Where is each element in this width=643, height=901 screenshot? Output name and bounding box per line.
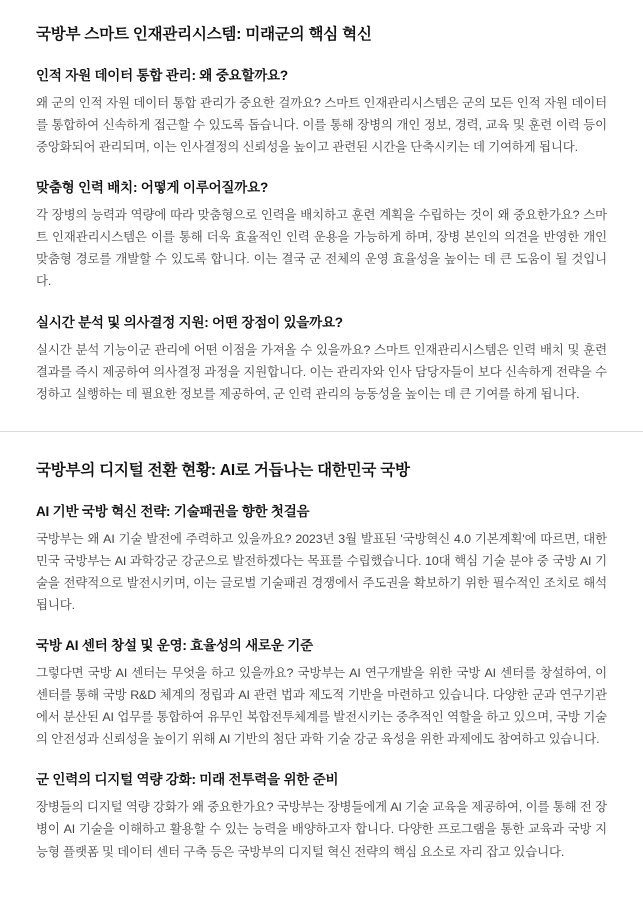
section-body: 왜 군의 인적 자원 데이터 통합 관리가 중요한 걸까요? 스마트 인재관리시스템은 군의 모든 인적 자원 데이터를 통합하여 신속하게 접근할 수 있도록 돕습니다. 이를 통해 장병의 개인 정보, 경력, 교육 및 훈련 이력 등이 중앙화되어 관리되며, 이는 인사결정의 신뢰성을 높이고 관련된 시간을 단축시키는 데 기여하게 됩니다. — [36, 96, 607, 155]
section-heading: 국방 AI 센터 창설 및 운영: 효율성의 새로운 기준 — [36, 638, 313, 654]
article-section — [36, 500, 607, 616]
article-title: 국방부의 디지털 전환 현황: AI로 거듭나는 대한민국 국방 — [36, 461, 410, 479]
article-digital-transformation — [0, 458, 643, 895]
section-heading: AI 기반 국방 혁신 전략: 기술패권을 향한 첫걸음 — [36, 503, 310, 519]
article-section — [36, 176, 607, 292]
section-body: 실시간 분석 기능이군 관리에 어떤 이점을 가져올 수 있을까요? 스마트 인재관리시스템은 인력 배치 및 훈련 결과를 즉시 제공하여 의사결정 과정을 지원합니다. 이는 관리자와 인사 담당자들이 보다 신속하게 전략을 수정하고 실행하는 데 필요한 정보를 제공하여, 군 인력 관리의 능동성을 높이는 데 큰 기여를 하게 됩니다. — [36, 342, 607, 401]
section-body: 국방부는 왜 AI 기술 발전에 주력하고 있을까요? 2023년 3월 발표된 '국방혁신 4.0 기본계획'에 따르면, 대한민국 국방부는 AI 과학강군 강군으로 발전하겠다는 목표를 수립했습니다. 10대 핵심 기술 분야 중 국방 AI 기술을 전략적으로 발전시키며, 이는 글로벌 기술패권 경쟁에서 주도권을 확보하기 위한 필수적인 조치로 해석됩니다. — [36, 531, 607, 613]
article-divider — [0, 431, 643, 432]
article-smart-talent-management — [0, 0, 643, 405]
article-section — [36, 768, 607, 862]
section-heading: 실시간 분석 및 의사결정 지원: 어떤 장점이 있을까요? — [36, 314, 343, 330]
section-heading: 인적 자원 데이터 통합 관리: 왜 중요할까요? — [36, 68, 288, 83]
section-body: 그렇다면 국방 AI 센터는 무엇을 하고 있을까요? 국방부는 AI 연구개발을 위한 국방 AI 센터를 창설하여, 이 센터를 통해 국방 R&D 체계의 정립과 AI 관련 법과 제도적 기반을 마련하고 있습니다. 다양한 군과 연구기관에서 분산된 AI 업무를 통합하여 유무인 복합전투체계를 발전시키는 중추적인 역할을 하고 있으며, 국방 기술의 안전성과 신뢰성을 높이기 위해 AI 기반의 첨단 과학 기술 강군 육성을 위한 과제에도 참여하고 있습니다. — [36, 666, 607, 747]
section-body: 각 장병의 능력과 역량에 따라 맞춤형으로 인력을 배치하고 훈련 계획을 수립하는 것이 왜 중요한가요? 스마트 인재관리시스템은 이를 통해 더욱 효율적인 인력 운용을 가능하게 하며, 장병 본인의 의견을 반영한 개인 맞춤형 경로를 개발할 수 있도록 합니다. 이는 결국 군 전체의 운영 효율성을 높이는 데 큰 도움이 될 것입니다. — [36, 208, 607, 289]
section-heading: 맞춤형 인력 배치: 어떻게 이루어질까요? — [36, 180, 269, 196]
section-heading: 군 인력의 디지털 역량 강화: 미래 전투력을 위한 준비 — [36, 772, 339, 788]
article-section — [36, 311, 607, 405]
article-section — [36, 64, 607, 158]
article-title: 국방부 스마트 인재관리시스템: 미래군의 핵심 혁신 — [36, 26, 372, 43]
article-section — [36, 634, 607, 750]
bottom-spacer — [36, 881, 607, 895]
section-body: 장병들의 디지털 역량 강화가 왜 중요한가요? 국방부는 장병들에게 AI 기술 교육을 제공하여, 이를 통해 전 장병이 AI 기술을 이해하고 활용할 수 있는 능력을 배양하고자 합니다. 다양한 프로그램을 통한 교육과 국방 지능형 플랫폼 및 데이터 센터 구축 등은 국방부의 디지털 혁신 전략의 핵심 요소로 자리 잡고 있습니다. — [36, 800, 607, 859]
